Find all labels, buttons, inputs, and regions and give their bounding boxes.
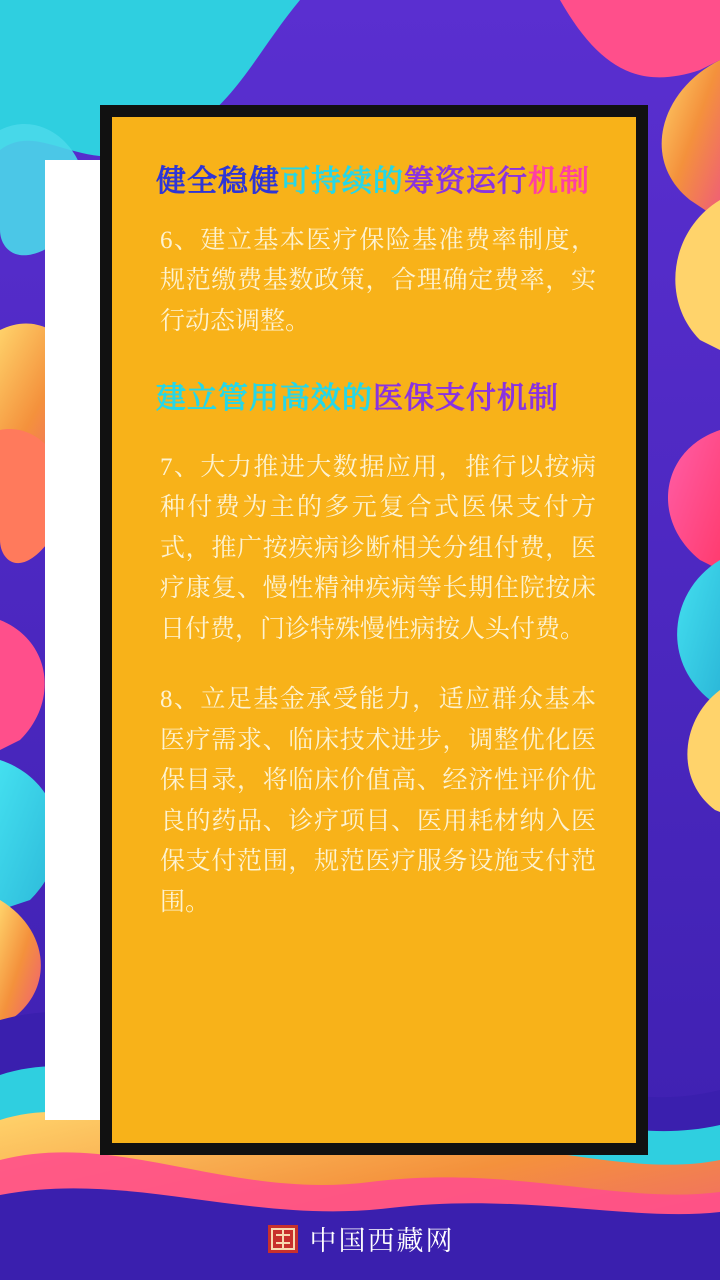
- section-2-paragraph-8: 8、立足基金承受能力，适应群众基本医疗需求、临床技术进步，调整优化医保目录，将临床价值高、经济性评价优良的药品、诊疗项目、医用耗材纳入医保支付范围，规范医疗服务设施支付范围。: [160, 686, 596, 916]
- site-name: 中国西藏网: [309, 1226, 455, 1256]
- heading-segment: 建立管用高效的: [156, 382, 373, 415]
- heading-segment: 机制: [528, 165, 590, 198]
- heading-segment: 可持续的: [280, 165, 404, 198]
- section-2-heading: [146, 380, 602, 418]
- section-1-heading: [146, 163, 602, 201]
- heading-segment: 医保支付机制: [373, 382, 559, 415]
- heading-segment: 健全稳健: [156, 165, 280, 198]
- section-1-paragraph-6: 6、建立基本医疗保险基准费率制度，规范缴费基数政策，合理确定费率，实行动态调整。: [160, 226, 596, 335]
- china-tibet-net-logo-icon: [266, 1222, 300, 1256]
- footer: [0, 1219, 720, 1258]
- poster-card: [112, 117, 636, 1143]
- section-2-paragraph-7: 7、大力推进大数据应用，推行以按病种付费为主的多元复合式医保支付方式，推广按疾病诊断相关分组付费，医疗康复、慢性精神疾病等长期住院按床日付费，门诊特殊慢性病按人头付费。: [160, 453, 596, 643]
- heading-segment: 筹资运行: [404, 165, 528, 198]
